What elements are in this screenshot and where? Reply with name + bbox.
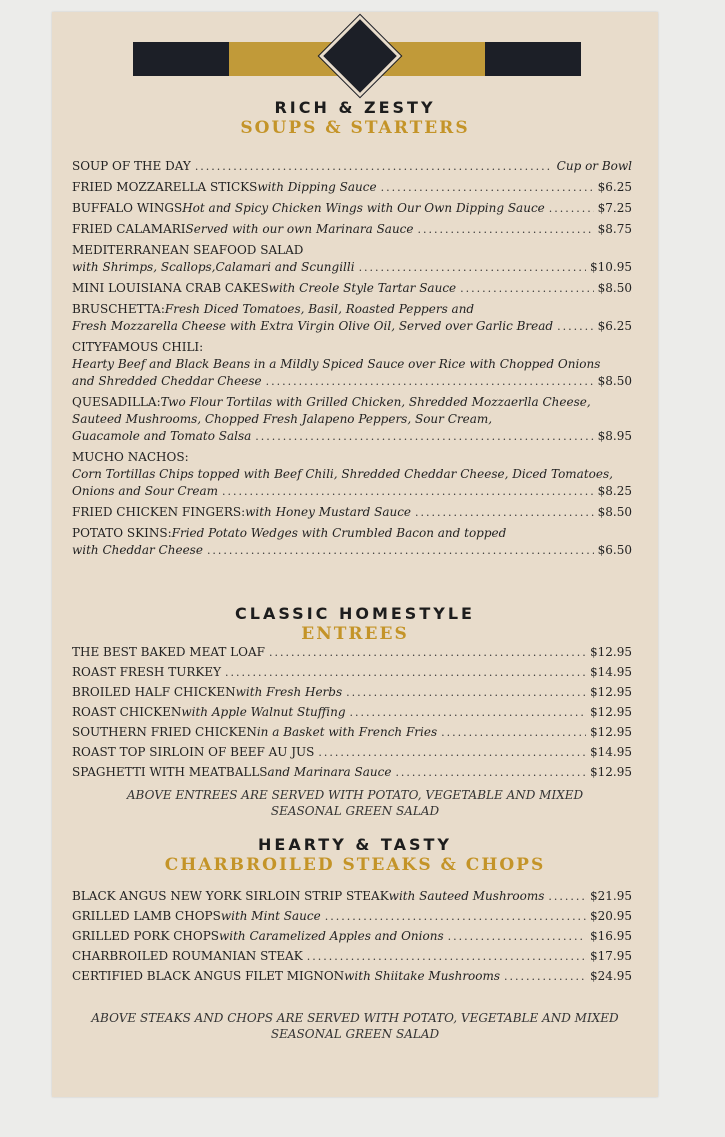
item-price: $16.95 [590,929,632,943]
menu-item [72,525,632,559]
item-name: POTATO SKINS: [72,526,172,540]
item-name: QUESADILLA: [72,395,161,409]
deco-banner [133,40,581,78]
dot-leader [441,724,586,741]
dot-leader [325,908,586,925]
banner-right-bar [485,42,581,76]
item-name: GRILLED PORK CHOPS [72,929,219,943]
entrees-list [72,644,632,784]
steaks-note [52,1010,658,1042]
note-line: ABOVE ENTREES ARE SERVED WITH POTATO, VEGETABLE AND MIXED [126,788,584,802]
menu-item [72,664,632,681]
menu-item [72,724,632,741]
dot-leader [415,504,594,521]
menu-item [72,394,632,445]
note-line: SEASONAL GREEN SALAD [270,1027,440,1041]
item-price: $6.25 [597,180,632,194]
dot-leader [504,968,586,985]
menu-item [72,301,632,335]
item-description-line: Corn Tortillas Chips topped with Beef Chili, Shredded Cheddar Cheese, Diced Tomatoes, [72,467,613,481]
note-line: ABOVE STEAKS AND CHOPS ARE SERVED WITH POTATO, VEGETABLE AND MIXED [91,1011,619,1025]
item-name: MEDITERRANEAN SEAFOOD SALAD [72,243,304,257]
item-name: SOUP OF THE DAY [72,159,191,173]
dot-leader [195,158,553,175]
section-title-top: RICH & ZESTY [274,98,436,117]
dot-leader [318,744,586,761]
menu-item [72,948,632,965]
item-description-line: Hearty Beef and Black Beans in a Mildly Spiced Sauce over Rice with Chopped Onions [72,357,601,371]
item-name: BUFFALO WINGS [72,201,183,215]
menu-item [72,339,632,390]
item-price: $12.95 [590,765,632,779]
item-price: $8.50 [597,505,632,519]
section-heading-steaks [52,835,658,875]
item-description: and Marinara Sauce [267,765,392,779]
item-price: $8.25 [597,484,632,498]
section-title-bottom: SOUPS & STARTERS [240,118,470,138]
dot-leader [548,888,586,905]
menu-item [72,744,632,761]
item-description: in a Basket with French Fries [256,725,438,739]
item-name: FRIED MOZZARELLA STICKS [72,180,258,194]
item-price: $8.75 [597,222,632,236]
dot-leader [448,928,586,945]
item-name: FRIED CALAMARI [72,222,186,236]
item-description: with Dipping Sauce [257,180,377,194]
dot-leader [222,483,594,500]
item-price: $17.95 [590,949,632,963]
item-price: $10.95 [590,260,632,274]
dot-leader [225,664,586,681]
item-name: BLACK ANGUS NEW YORK SIRLOIN STRIP STEAK [72,889,389,903]
section-title-top: CLASSIC HOMESTYLE [235,604,475,623]
menu-item [72,179,632,196]
section-title-bottom: ENTREES [301,624,409,644]
menu-item [72,242,632,276]
menu-item [72,504,632,521]
menu-item [72,158,632,175]
dot-leader [549,200,594,217]
item-description: Fried Potato Wedges with Crumbled Bacon and topped [171,526,507,540]
item-name: SPAGHETTI WITH MEATBALLS [72,765,268,779]
item-description-line: Onions and Sour Cream [72,484,218,498]
starters-list [72,158,632,563]
item-description: with Apple Walnut Stuffing [181,705,346,719]
item-description: with Honey Mustard Sauce [245,505,412,519]
dot-leader [307,948,586,965]
dot-leader [460,280,594,297]
item-description-line: Guacamole and Tomato Salsa [72,429,252,443]
menu-item [72,221,632,238]
item-name: BRUSCHETTA: [72,302,165,316]
dot-leader [418,221,594,238]
item-name: MINI LOUISIANA CRAB CAKES [72,281,269,295]
item-price: $12.95 [590,685,632,699]
item-description-line: Fresh Mozzarella Cheese with Extra Virgin Olive Oil, Served over Garlic Bread [72,319,554,333]
item-name: FRIED CHICKEN FINGERS: [72,505,246,519]
item-description-line: with Cheddar Cheese [72,543,203,557]
item-name: MUCHO NACHOS: [72,450,189,464]
item-description-line: Sauteed Mushrooms, Chopped Fresh Jalapeno Peppers, Sour Cream, [72,412,493,426]
item-description: with Mint Sauce [220,909,321,923]
menu-item [72,684,632,701]
menu-item [72,928,632,945]
dot-leader [359,259,586,276]
item-description: with Shrimps, Scallops,Calamari and Scungilli [72,260,355,274]
menu-page [52,12,658,1097]
item-price: $12.95 [590,705,632,719]
item-price: $8.95 [597,429,632,443]
item-description: with Sauteed Mushrooms [388,889,545,903]
item-description: with Shiitake Mushrooms [344,969,501,983]
dot-leader [269,644,586,661]
menu-item [72,449,632,500]
item-price: $21.95 [590,889,632,903]
section-title-top: HEARTY & TASTY [258,835,452,854]
menu-item [72,908,632,925]
item-description: Hot and Spicy Chicken Wings with Our Own Dipping Sauce [182,201,545,215]
section-heading-starters [52,98,658,138]
item-price: $7.25 [597,201,632,215]
dot-leader [346,684,586,701]
item-price: Cup or Bowl [556,159,632,173]
note-line: SEASONAL GREEN SALAD [270,804,440,818]
menu-item [72,888,632,905]
item-description: Fresh Diced Tomatoes, Basil, Roasted Peppers and [164,302,475,316]
dot-leader [266,373,594,390]
dot-leader [255,428,593,445]
dot-leader [350,704,586,721]
item-name: ROAST CHICKEN [72,705,182,719]
item-description: Two Flour Tortilas with Grilled Chicken, Shredded Mozzaerlla Cheese, [160,395,591,409]
menu-item [72,280,632,297]
item-price: $14.95 [590,745,632,759]
item-price: $6.50 [597,543,632,557]
menu-item [72,968,632,985]
item-name: BROILED HALF CHICKEN [72,685,236,699]
item-price: $8.50 [597,281,632,295]
item-name: SOUTHERN FRIED CHICKEN [72,725,257,739]
item-description-line: and Shredded Cheddar Cheese [72,374,262,388]
item-name: CERTIFIED BLACK ANGUS FILET MIGNON [72,969,345,983]
item-name: CITYFAMOUS CHILI: [72,340,204,354]
item-price: $20.95 [590,909,632,923]
dot-leader [381,179,594,196]
item-price: $14.95 [590,665,632,679]
entrees-note [52,787,658,819]
steaks-list [72,888,632,988]
item-name: CHARBROILED ROUMANIAN STEAK [72,949,303,963]
section-heading-entrees [52,604,658,644]
item-description: with Caramelized Apples and Onions [219,929,444,943]
section-title-bottom: CHARBROILED STEAKS & CHOPS [164,855,546,875]
item-price: $12.95 [590,725,632,739]
menu-item [72,764,632,781]
dot-leader [557,318,594,335]
dot-leader [207,542,594,559]
item-name: GRILLED LAMB CHOPS [72,909,221,923]
item-description: with Fresh Herbs [235,685,343,699]
banner-left-bar [133,42,229,76]
menu-item [72,704,632,721]
item-description: Served with our own Marinara Sauce [185,222,414,236]
item-description: with Creole Style Tartar Sauce [268,281,457,295]
item-name: ROAST TOP SIRLOIN OF BEEF AU JUS [72,745,315,759]
item-price: $24.95 [590,969,632,983]
item-name: THE BEST BAKED MEAT LOAF [72,645,265,659]
menu-item [72,200,632,217]
dot-leader [395,764,586,781]
item-price: $6.25 [597,319,632,333]
item-name: ROAST FRESH TURKEY [72,665,221,679]
menu-item [72,644,632,661]
item-price: $12.95 [590,645,632,659]
item-price: $8.50 [597,374,632,388]
banner-diamond [319,15,401,97]
